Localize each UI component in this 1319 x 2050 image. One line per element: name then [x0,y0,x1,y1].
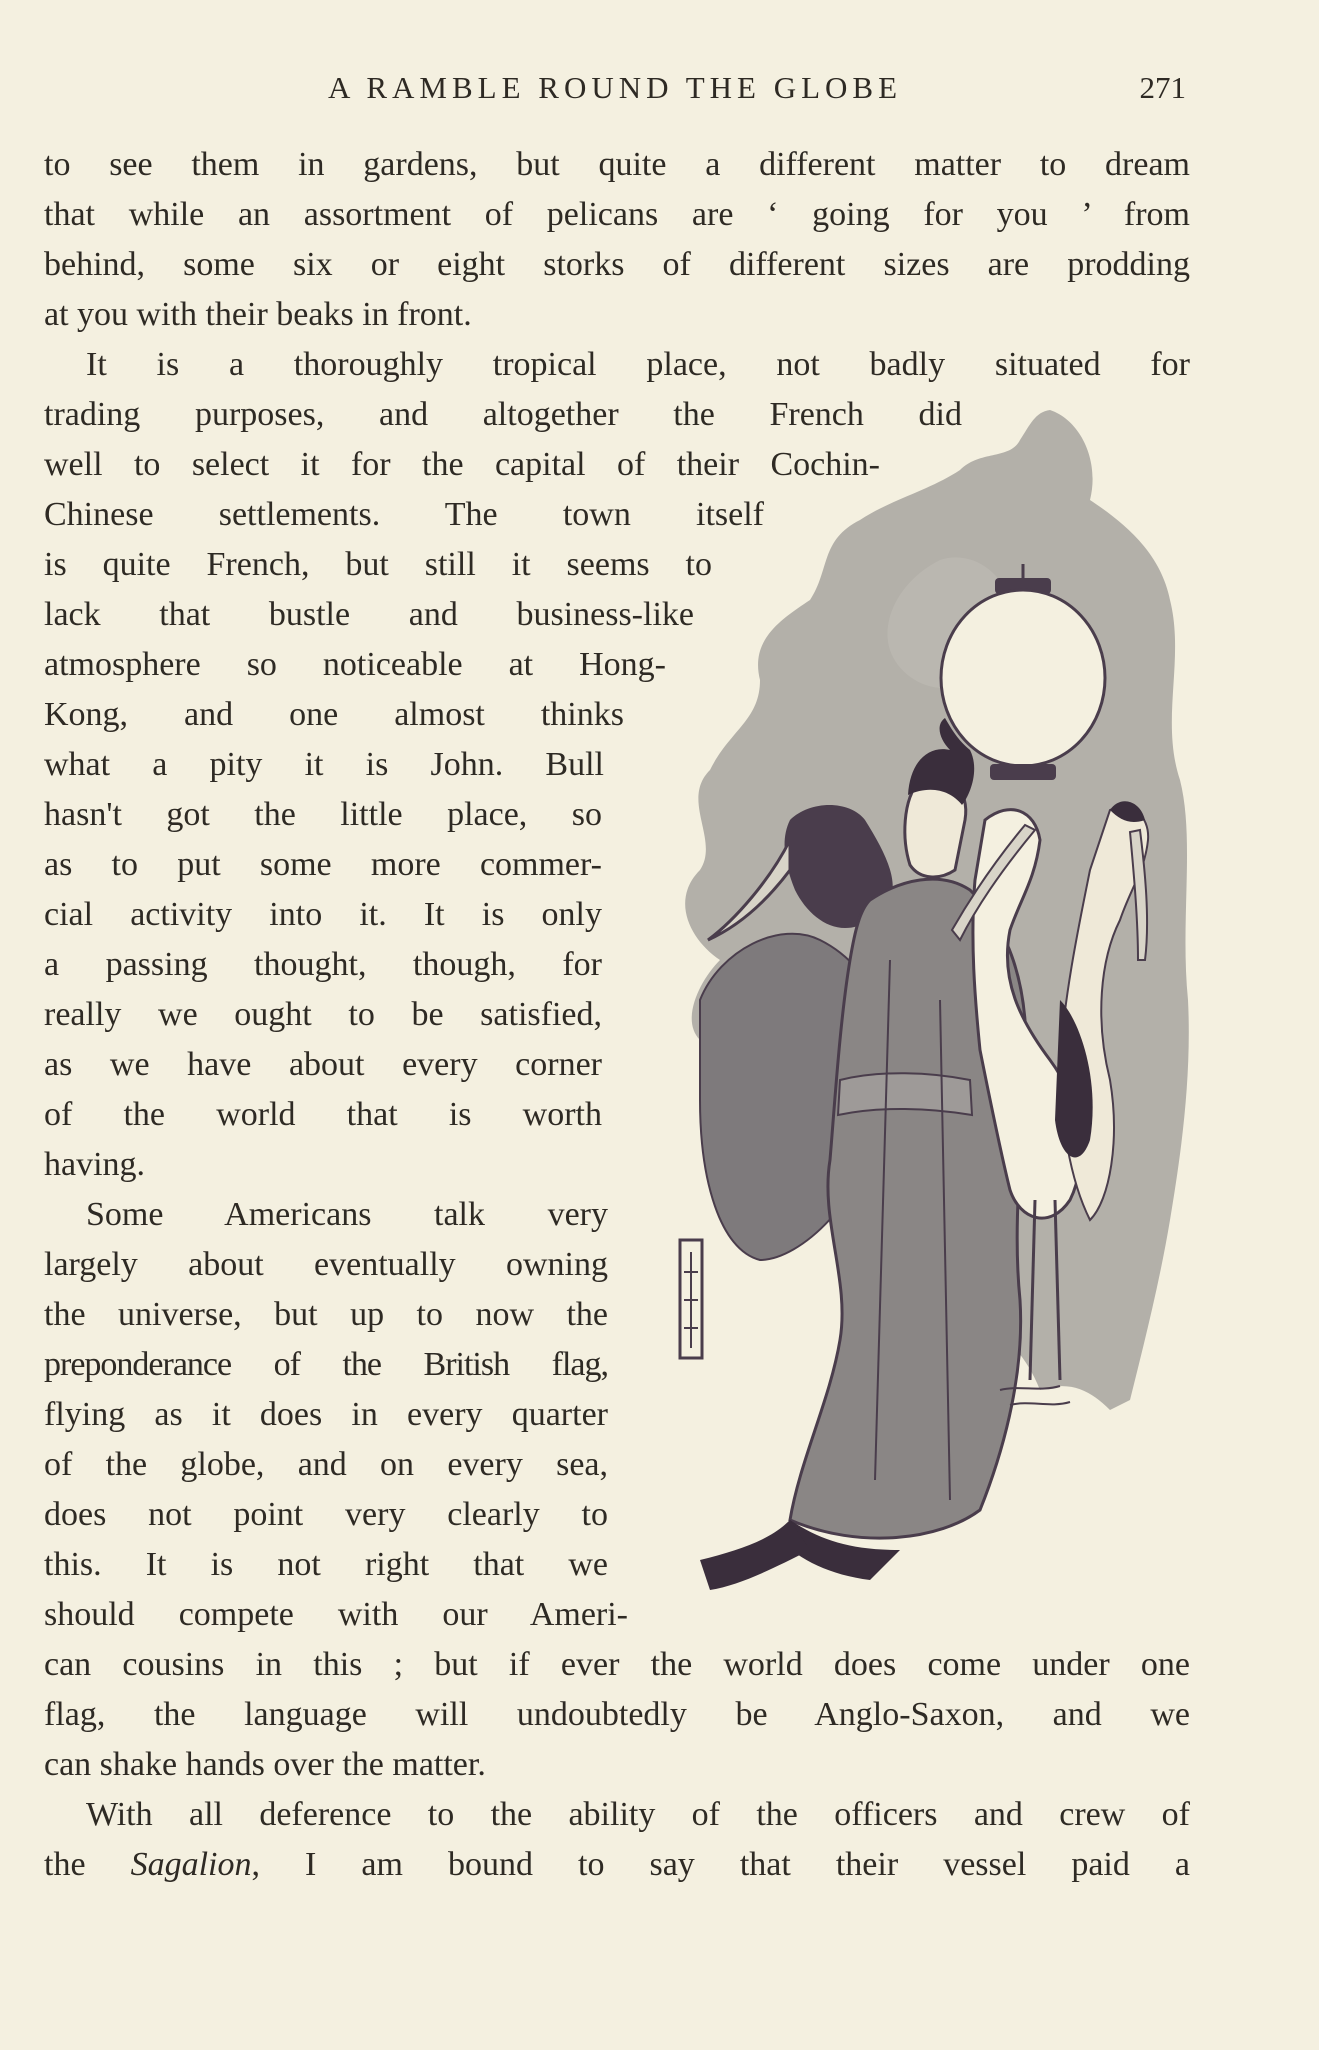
text-line: as to put some more commer- [44,846,602,883]
text-line: trading purposes, and altogether the French did [44,396,962,433]
text-line: With all deference to the ability of the officers and crew of [86,1796,1190,1833]
text-line: cial activity into it. It is only [44,896,602,933]
text-line: Chinese settlements. The town itself [44,496,764,533]
text-line: to see them in gardens, but quite a different matter to dream [44,146,1190,183]
text-line: preponderance of the British flag, [44,1346,608,1383]
text-line: hasn't got the little place, so [44,796,602,833]
text-line: largely about eventually owning [44,1246,608,1283]
text-fragment: the [44,1846,131,1883]
text-fragment: , I am bound to say that their vessel paid a [251,1846,1190,1883]
text-line: at you with their beaks in front. [44,296,472,333]
text-line: this. It is not right that we [44,1546,608,1583]
text-line: lack that bustle and business-like [44,596,694,633]
text-line: a passing thought, though, for [44,946,602,983]
text-line: atmosphere so noticeable at Hong- [44,646,666,683]
text-line-last [44,1848,1190,1890]
text-line: Kong, and one almost thinks [44,696,624,733]
text-line: can shake hands over the matter. [44,1746,486,1783]
text-line: what a pity it is John. Bull [44,746,604,783]
text-line: can cousins in this ; but if ever the world does come under one [44,1646,1190,1683]
text-line: Some Americans talk very [86,1196,608,1233]
text-line: of the globe, and on every sea, [44,1446,608,1483]
text-line: behind, some six or eight storks of different sizes are prodding [44,246,1190,283]
text-line: does not point very clearly to [44,1496,608,1533]
page-number: 271 [1139,70,1186,105]
text-line: flag, the language will undoubtedly be Anglo-Saxon, and we [44,1696,1190,1733]
text-line: that while an assortment of pelicans are ‘ going for you ’ from [44,196,1190,233]
illustration-figure-with-birds [640,400,1200,1620]
ship-name: Sagalion [130,1846,252,1883]
text-line: as we have about every corner [44,1046,602,1083]
text-line: well to select it for the capital of their Cochin- [44,446,880,483]
text-line: really we ought to be satisfied, [44,996,602,1033]
text-line: of the world that is worth [44,1096,602,1133]
text-line: should compete with our Ameri- [44,1596,628,1633]
text-line: It is a thoroughly tropical place, not badly situated for [86,346,1190,383]
running-title: A RAMBLE ROUND THE GLOBE [327,70,903,105]
artist-stamp [680,1240,702,1358]
text-line: is quite French, but still it seems to [44,546,712,583]
page-header [44,70,1186,110]
text-line: flying as it does in every quarter [44,1396,608,1433]
text-line: having. [44,1146,146,1183]
text-line: the universe, but up to now the [44,1296,608,1333]
